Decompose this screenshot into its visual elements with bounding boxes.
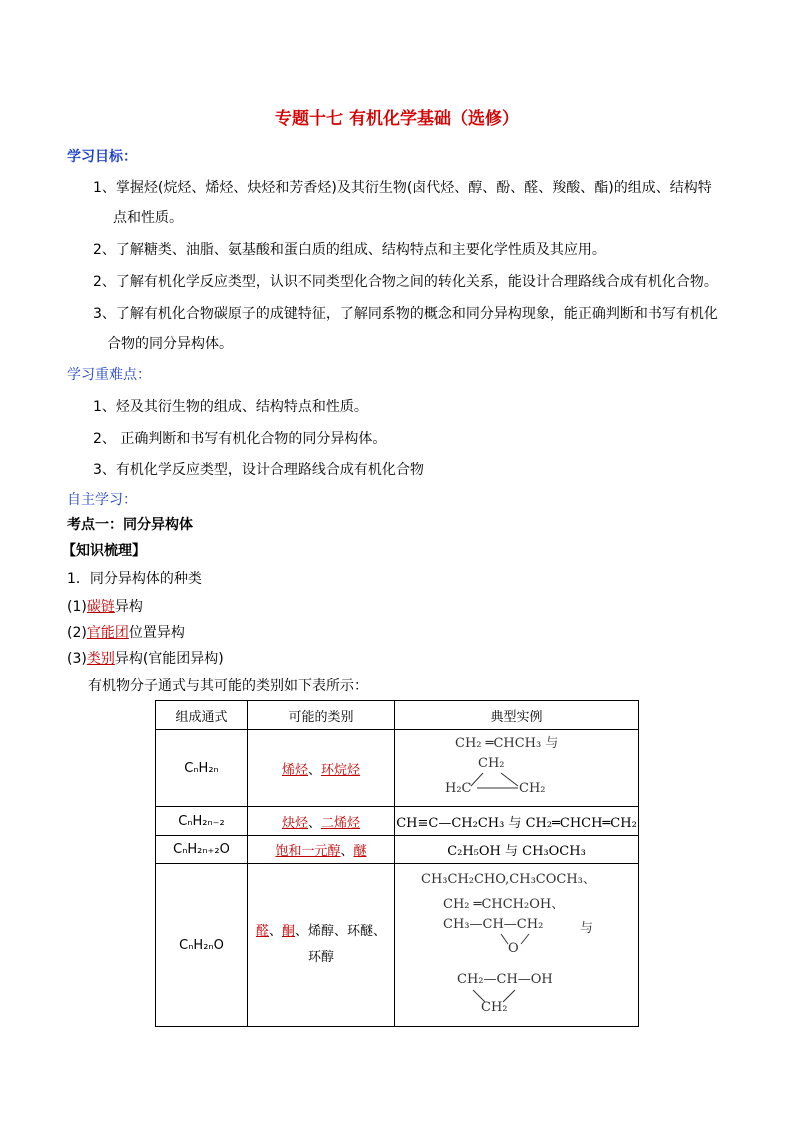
goal-item: 1、掌握烃(烷烃、烯烃、炔烃和芳香烃)及其衍生物(卤代烃、醇、酚、醛、羧酸、酯)的组成、结构特 [93, 180, 712, 196]
category-cell: 烯烃、环烷烃 [248, 730, 395, 807]
example-cell: C₂H₅OH 与 CH₃OCH₃ [395, 836, 639, 864]
ring-left: H₂C [445, 781, 472, 796]
difficulties-heading: 学习重难点： [67, 367, 151, 383]
self-study-heading: 自主学习： [67, 492, 137, 508]
cyclopropane-bonds [463, 770, 543, 790]
difficulty-item: 1、烃及其衍生物的组成、结构特点和性质。 [93, 399, 368, 415]
example-cell: CH≡C—CH₂CH₃ 与 CH₂═CHCH═CH₂ [395, 807, 639, 836]
example-line: CH₃—CH—CH₂ [443, 917, 544, 932]
difficulty-item: 2、 正确判断和书写有机化合物的同分异构体。 [93, 431, 387, 447]
formula-cell: CₙH₂ₙO [156, 864, 248, 1027]
ring-top: CH₂ [478, 756, 505, 771]
page-title: 专题十七 有机化学基础（选修） [275, 109, 519, 129]
category-cell: 饱和一元醇、醚 [248, 836, 395, 864]
kind-item: (1)碳链异构 [67, 599, 143, 615]
kind-item: (2)官能团位置异构 [67, 625, 185, 641]
difficulty-item: 3、有机化学反应类型，设计合理路线合成有机化合物 [93, 462, 424, 478]
category-cell: 炔烃、二烯烃 [248, 807, 395, 836]
table-header: 组成通式 [156, 701, 248, 730]
category-cell: 醛、酮、烯醇、环醚、 环醇 [248, 864, 395, 1027]
goal-item: 2、了解糖类、油脂、氨基酸和蛋白质的组成、结构特点和主要化学性质及其应用。 [93, 242, 606, 258]
ring-right: CH₂ [519, 781, 546, 796]
table-header: 典型实例 [395, 701, 639, 730]
example-cell [395, 864, 639, 1027]
formula-cell: CₙH₂ₙ₊₂O [156, 836, 248, 864]
example-line: CH₂—CH—OH [457, 972, 553, 987]
isomer-table [155, 700, 639, 1027]
formula-cell: CₙH₂ₙ₋₂ [156, 807, 248, 836]
goal-item: 合物的同分异构体。 [107, 336, 233, 352]
knowledge-heading: 【知识梳理】 [62, 543, 146, 559]
table-intro: 有机物分子通式与其可能的类别如下表所示： [88, 678, 368, 694]
formula-cell: CₙH₂ₙ [156, 730, 248, 807]
epoxide-bonds [485, 932, 555, 948]
goals-heading: 学习目标： [67, 149, 137, 165]
ether-oxygen: O [508, 941, 519, 956]
example-line: CH₂ [481, 1000, 508, 1015]
point-heading: 考点一：同分异构体 [67, 517, 193, 533]
example-line: CH₂ ═CHCH₂OH、 [443, 897, 565, 912]
goal-item: 2、了解有机化学反应类型，认识不同类型化合物之间的转化关系，能设计合理路线合成有机化合物。 [93, 274, 718, 290]
table-header: 可能的类别 [248, 701, 395, 730]
example-line: 与 [580, 921, 594, 936]
kinds-title: 1．同分异构体的种类 [67, 571, 202, 587]
example-line: CH₃CH₂CHO,CH₃COCH₃、 [421, 872, 596, 887]
example-propene: CH₂ ═CHCH₃ 与 [455, 736, 559, 751]
goal-item: 点和性质。 [113, 210, 183, 226]
example-cell [395, 730, 639, 807]
goal-item: 3、了解有机化合物碳原子的成键特征，了解同系物的概念和同分异构现象，能正确判断和书写有机化 [93, 306, 718, 322]
kind-item: (3)类别异构(官能团异构) [67, 651, 224, 667]
